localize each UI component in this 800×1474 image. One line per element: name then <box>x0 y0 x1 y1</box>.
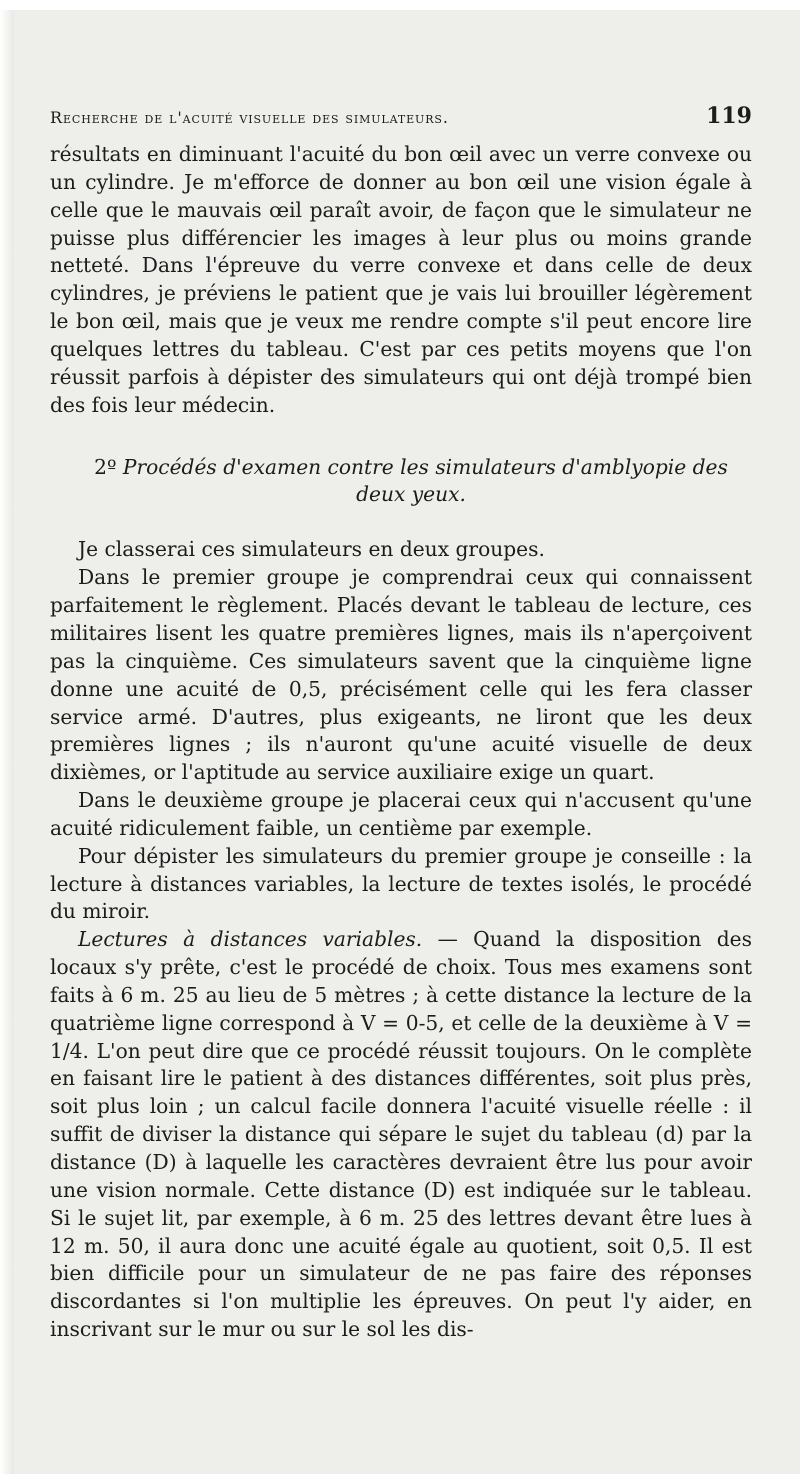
section-heading <box>50 454 752 508</box>
running-head <box>50 103 752 133</box>
paragraph-two-groups: Je classerai ces simulateurs en deux groupes. <box>78 537 545 562</box>
paragraph-continuation: résultats en diminuant l'acuité du bon œil avec un verre convexe ou un cylindre. Je m'efforce de donner au bon œil une vision égale à celle que le mauvais œil paraît avoir, de façon que le simulateur ne puisse plus différencier les images à leur plus ou moins grande netteté. Dans l'épreuve du verre convexe et dans celle de deux cylindres, je préviens le patient que je vais lui brouiller légèrement le bon œil, mais que je veux me rendre compte s'il peut encore lire quelques lettres du tableau. C'est par ces petits moyens que l'on réussit parfois à dépister des simulateurs qui ont déjà trompé bien des fois leur médecin. <box>50 142 752 417</box>
running-title: Recherche de l'acuité visuelle des simulateurs. <box>50 108 449 127</box>
section-title: Procédés d'examen contre les simulateurs d'amblyopie des deux yeux. <box>122 455 728 507</box>
paragraph-second-group: Dans le deuxième groupe je placerai ceux qui n'accusent qu'une acuité ridiculement faible, un centième par exemple. <box>50 788 752 840</box>
page-number: 119 <box>706 103 752 129</box>
body-text <box>50 141 752 1344</box>
paragraph-first-group: Dans le premier groupe je comprendrai ceux qui connaissent parfaitement le règlement. Placés devant le tableau de lecture, ces militaires lisent les quatre premières lignes, mais ils n'aperçoivent pas la cinquième. Ces simulateurs savent que la cinquième ligne donne une acuité de 0,5, précisément celle qui les fera classer service armé. D'autres, plus exigeants, ne liront que les deux premières lignes ; ils n'auront qu'une acuité visuelle de deux dixièmes, or l'aptitude au service auxiliaire exige un quart. <box>50 565 752 785</box>
paragraph-lead-heading: Lectures à distances variables. <box>78 927 423 952</box>
paragraph-variable-distances-text: — Quand la disposition des locaux s'y prête, c'est le procédé de choix. Tous mes examens sont faits à 6 m. 25 au lieu de 5 mètres ; à cette distance la lecture de la quatrième ligne correspond à V = 0-5, et celle de la deuxième à V = 1/4. L'on peut dire que ce procédé réussit toujours. On le complète en faisant lire le patient à des distances différentes, soit plus près, soit plus loin ; un calcul facile donnera l'acuité visuelle réelle : il suffit de diviser la distance qui sépare le sujet du tableau (d) par la distance (D) à laquelle les caractères devraient être lus pour avoir une vision normale. Cette distance (D) est indiquée sur le tableau. Si le sujet lit, par exemple, à 6 m. 25 des lettres devant être lues à 12 m. 50, il aura donc une acuité égale au quotient, soit 0,5. Il est bien difficile pour un simulateur de ne pas faire des réponses discordantes si l'on multiplie les épreuves. On peut l'y aider, en inscrivant sur le mur ou sur le sol les dis- <box>50 927 752 1342</box>
paragraph-methods: Pour dépister les simulateurs du premier groupe je conseille : la lecture à distances variables, la lecture de textes isolés, le procédé du miroir. <box>50 843 752 924</box>
paragraph-variable-distances <box>50 926 752 1344</box>
section-number: 2º <box>94 455 117 480</box>
